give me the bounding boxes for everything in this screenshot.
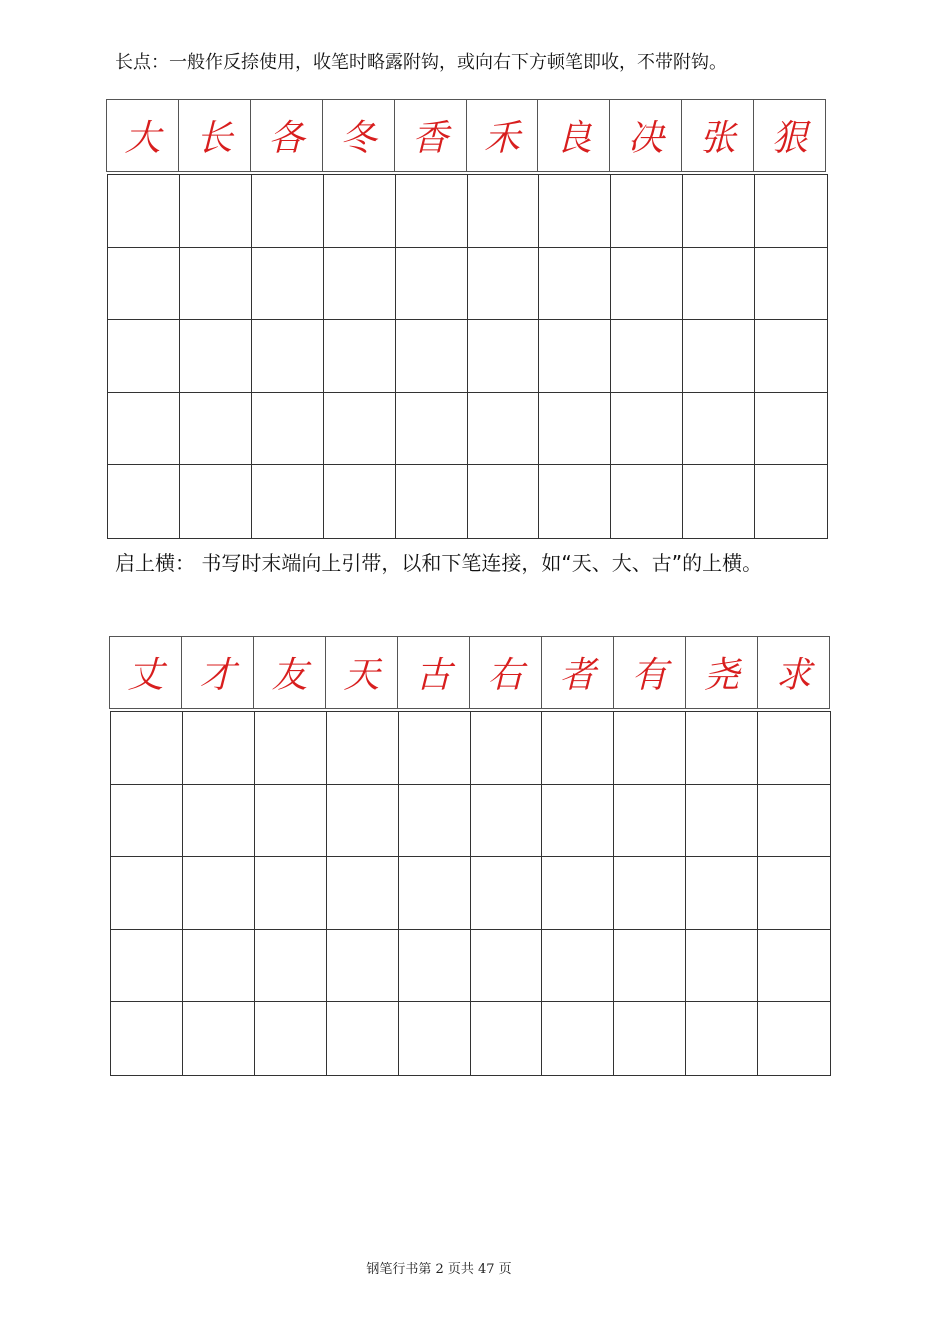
practice-cell (683, 248, 755, 321)
practice-cell (183, 785, 255, 858)
practice-cell (180, 248, 252, 321)
model-character: 右 (470, 637, 542, 708)
practice-cell (611, 465, 683, 538)
practice-cell (755, 248, 827, 321)
practice-cell (396, 393, 468, 466)
practice-cell (755, 393, 827, 466)
practice-cell (468, 248, 540, 321)
practice-cell (324, 248, 396, 321)
practice-cell (252, 248, 324, 321)
practice-cell (111, 857, 183, 930)
practice-cell (683, 465, 755, 538)
practice-cell (755, 320, 827, 393)
model-character: 香 (395, 100, 467, 171)
practice-cell (324, 320, 396, 393)
practice-cell (324, 393, 396, 466)
practice-cell (542, 930, 614, 1003)
model-character: 狠 (771, 118, 808, 159)
practice-grid-1 (107, 174, 828, 539)
practice-cell (399, 712, 471, 785)
practice-cell (399, 785, 471, 858)
model-character: 各 (251, 100, 323, 171)
practice-cell (468, 320, 540, 393)
practice-cell (108, 320, 180, 393)
practice-cell (324, 465, 396, 538)
practice-cell (686, 1002, 758, 1075)
model-character: 者 (542, 637, 614, 708)
model-character: 禾 (467, 100, 539, 171)
section2-description: 启上横： 书写时末端向上引带，以和下笔连接，如“天、大、古”的上横。 (115, 551, 763, 575)
practice-cell (614, 857, 686, 930)
practice-cell (108, 393, 180, 466)
practice-cell (542, 857, 614, 930)
practice-cell (180, 393, 252, 466)
practice-cell (255, 930, 327, 1003)
model-character: 张 (682, 100, 754, 171)
model-character: 尧 (686, 637, 758, 708)
practice-cell (396, 465, 468, 538)
practice-cell (683, 393, 755, 466)
practice-cell (108, 465, 180, 538)
practice-cell (471, 857, 543, 930)
practice-cell (755, 175, 827, 248)
practice-cell (324, 175, 396, 248)
practice-cell (183, 712, 255, 785)
practice-cell (468, 175, 540, 248)
practice-cell (539, 248, 611, 321)
practice-cell (327, 930, 399, 1003)
practice-cell (252, 320, 324, 393)
practice-cell (327, 712, 399, 785)
practice-cell (758, 930, 830, 1003)
practice-cell (542, 1002, 614, 1075)
practice-cell (180, 320, 252, 393)
practice-cell (108, 175, 180, 248)
practice-cell (108, 248, 180, 321)
model-character-row-2 (109, 636, 830, 709)
practice-cell (758, 857, 830, 930)
practice-cell (327, 785, 399, 858)
practice-cell (180, 465, 252, 538)
practice-cell (396, 320, 468, 393)
practice-cell (758, 785, 830, 858)
practice-cell (255, 785, 327, 858)
practice-cell (542, 785, 614, 858)
practice-cell (396, 248, 468, 321)
practice-cell (683, 320, 755, 393)
practice-cell (471, 712, 543, 785)
practice-cell (539, 465, 611, 538)
practice-cell (111, 785, 183, 858)
section1-description: 长点：一般作反捺使用，收笔时略露附钩，或向右下方顿笔即收，不带附钩。 (115, 52, 727, 73)
practice-cell (683, 175, 755, 248)
practice-cell (396, 175, 468, 248)
practice-cell (471, 1002, 543, 1075)
practice-cell (180, 175, 252, 248)
practice-cell (111, 1002, 183, 1075)
practice-cell (755, 465, 827, 538)
practice-cell (611, 320, 683, 393)
practice-cell (468, 465, 540, 538)
practice-cell (468, 393, 540, 466)
model-character: 天 (326, 637, 398, 708)
model-character: 有 (614, 637, 686, 708)
practice-cell (758, 1002, 830, 1075)
model-character-row-1 (106, 99, 826, 172)
practice-cell (399, 930, 471, 1003)
practice-cell (686, 785, 758, 858)
practice-cell (252, 175, 324, 248)
page-footer: 钢笔行书第 2 页共 47 页 (366, 1262, 512, 1277)
model-character: 大 (107, 100, 179, 171)
practice-cell (614, 712, 686, 785)
model-character: 决 (610, 100, 682, 171)
model-character: 冬 (323, 100, 395, 171)
practice-cell (111, 712, 183, 785)
model-character: 才 (182, 637, 254, 708)
practice-cell (255, 857, 327, 930)
practice-cell (183, 857, 255, 930)
model-character: 丈 (110, 637, 182, 708)
practice-cell (542, 712, 614, 785)
practice-cell (611, 393, 683, 466)
practice-cell (539, 393, 611, 466)
practice-cell (399, 857, 471, 930)
model-character: 求 (775, 655, 812, 696)
practice-cell (183, 1002, 255, 1075)
model-character: 古 (398, 637, 470, 708)
practice-cell (327, 1002, 399, 1075)
practice-cell (611, 175, 683, 248)
practice-cell (539, 175, 611, 248)
practice-cell (252, 465, 324, 538)
practice-cell (471, 930, 543, 1003)
practice-cell (183, 930, 255, 1003)
practice-cell (252, 393, 324, 466)
model-character: 友 (254, 637, 326, 708)
practice-cell (255, 1002, 327, 1075)
practice-cell (614, 930, 686, 1003)
practice-cell (111, 930, 183, 1003)
practice-cell (327, 857, 399, 930)
model-character: 长 (179, 100, 251, 171)
practice-cell (399, 1002, 471, 1075)
practice-cell (686, 712, 758, 785)
practice-grid-2 (110, 711, 831, 1076)
model-character: 良 (538, 100, 610, 171)
practice-cell (758, 712, 830, 785)
practice-cell (614, 785, 686, 858)
practice-cell (471, 785, 543, 858)
practice-cell (539, 320, 611, 393)
practice-cell (614, 1002, 686, 1075)
practice-cell (255, 712, 327, 785)
practice-cell (611, 248, 683, 321)
practice-cell (686, 930, 758, 1003)
practice-cell (686, 857, 758, 930)
